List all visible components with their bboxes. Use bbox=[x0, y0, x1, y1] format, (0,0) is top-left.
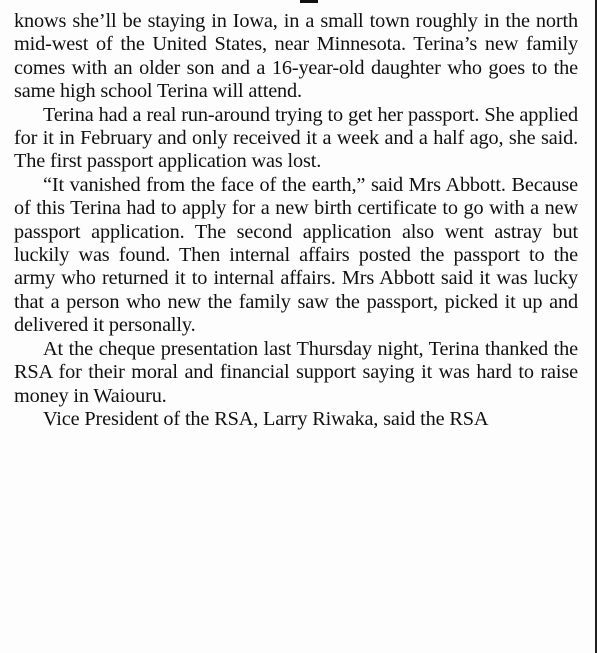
article-paragraph-4: At the cheque presentation last Thursday night, Terina thanked the RSA for their moral and financial support saying it was hard to raise money in Waiouru. bbox=[14, 337, 578, 407]
column-top-rule bbox=[300, 0, 318, 3]
article-paragraph-3: “It vanished from the face of the earth,” said Mrs Abbott. Because of this Terina had to apply for a new birth certificate to go with a new passport application. The second application also went astray but luckily was found. Then internal affairs posted the passport to the army who returned it to internal affairs. Mrs Abbott said it was lucky that a person who new the family saw the passport, picked it up and delivered it personally. bbox=[14, 173, 578, 337]
article-column bbox=[14, 10, 578, 431]
article-paragraph-2: Terina had a real run-around trying to get her passport. She applied for it in February and only received it a week and a half ago, she said. The first passport application was lost. bbox=[14, 103, 578, 173]
article-paragraph-5: Vice President of the RSA, Larry Riwaka, said the RSA bbox=[43, 407, 489, 430]
article-paragraph-1: knows she’ll be staying in Iowa, in a small town roughly in the north mid-west of the United States, near Minnesota. Terina’s new family comes with an older son and a 16-year-old daughter who goes to the same high school Terina will attend. bbox=[14, 10, 578, 103]
